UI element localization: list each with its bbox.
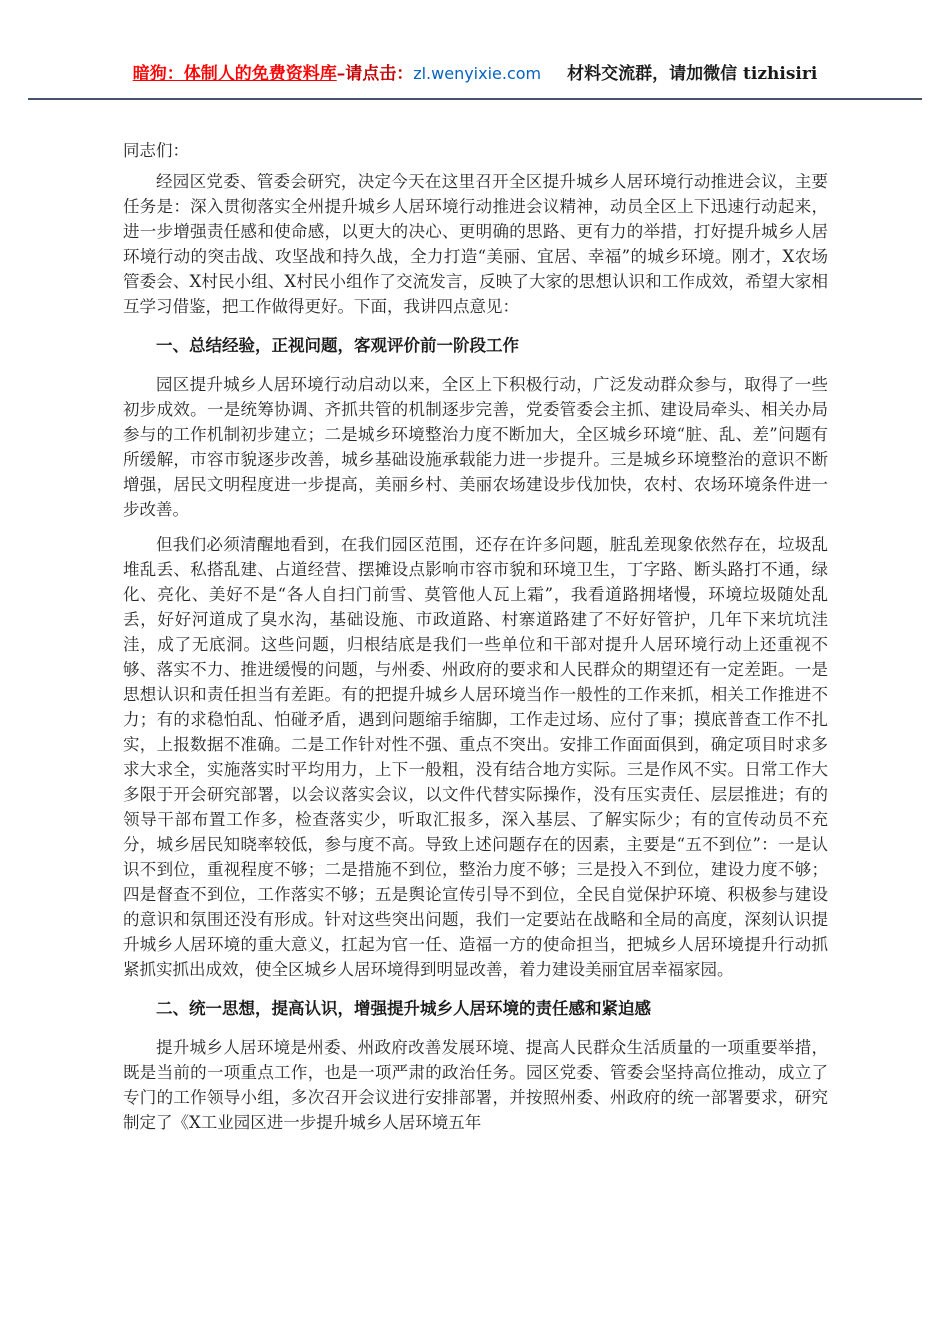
section-heading: 一、总结经验，正视问题，客观评价前一阶段工作 [156, 336, 519, 355]
promo-prefix-text: –请点击： [336, 64, 414, 84]
promo-site-link[interactable]: zl.wenyixie.com [413, 64, 542, 83]
salutation: 同志们： [123, 141, 189, 160]
section-heading: 二、统一思想，提高认识，增强提升城乡人居环境的责任感和紧迫感 [156, 999, 651, 1018]
promo-contact-text: 材料交流群，请加微信 tizhisiri [567, 64, 818, 84]
promo-header [0, 0, 950, 86]
paragraph: 园区提升城乡人居环境行动启动以来，全区上下积极行动，广泛发动群众参与，取得了一些初步成效。一是统筹协调、齐抓共管的机制逐步完善，党委管委会主抓、建设局牵头、相关办局参与的工作机制初步建立；二是城乡环境整治力度不断加大，全区城乡环境“脏、乱、差”问题有所缓解，市容市貌逐步改善，城乡基础设施承载能力进一步提升。三是城乡环境整治的意识不断增强，居民文明程度进一步提高，美丽乡村、美丽农场建设步伐加快，农村、农场环境条件进一步改善。 [123, 375, 828, 519]
paragraph: 经园区党委、管委会研究，决定今天在这里召开全区提升城乡人居环境行动推进会议，主要任务是：深入贯彻落实全州提升城乡人居环境行动推进会议精神，动员全区上下迅速行动起来，进一步增强责任感和使命感，以更大的决心、更明确的思路、更有力的举措，打好提升城乡人居环境行动的突击战、攻坚战和持久战，全力打造“美丽、宜居、幸福”的城乡环境。刚才，X农场管委会、X村民小组、X村民小组作了交流发言，反映了大家的思想认识和工作成效，希望大家相互学习借鉴，把工作做得更好。下面，我讲四点意见： [123, 172, 828, 316]
promo-brand-text: 暗狗：体制人的免费资料库 [132, 64, 337, 84]
paragraph: 但我们必须清醒地看到，在我们园区范围，还存在许多问题，脏乱差现象依然存在，垃圾乱堆乱丢、私搭乱建、占道经营、摆摊设点影响市容市貌和环境卫生，丁字路、断头路打不通，绿化、亮化、美好不是“各人自扫门前雪、莫管他人瓦上霜”，我看道路拥堵慢，环境垃圾随处乱丢，好好河道成了臭水沟，基础设施、市政道路、村寨道路建了不好好管护，几年下来坑坑洼洼，成了无底洞。这些问题，归根结底是我们一些单位和干部对提升人居环境行动上还重视不够、落实不力、推进缓慢的问题，与州委、州政府的要求和人民群众的期望还有一定差距。一是思想认识和责任担当有差距。有的把提升城乡人居环境当作一般性的工作来抓，相关工作推进不力；有的求稳怕乱、怕碰矛盾，遇到问题缩手缩脚，工作走过场、应付了事；摸底普查工作不扎实，上报数据不准确。二是工作针对性不强、重点不突出。安排工作面面俱到，确定项目时求多求大求全，实施落实时平均用力，上下一般粗，没有结合地方实际。三是作风不实。日常工作大多限于开会研究部署，以会议落实会议，以文件代替实际操作，没有压实责任、层层推进；有的领导干部布置工作多，检查落实少，听取汇报多，深入基层、了解实际少；有的宣传动员不充分，城乡居民知晓率较低，参与度不高。导致上述问题存在的因素，主要是“五不到位”：一是认识不到位，重视程度不够；二是措施不到位，整治力度不够；三是投入不到位，建设力度不够；四是督查不到位，工作落实不够；五是舆论宣传引导不到位，全民自觉保护环境、积极参与建设的意识和氛围还没有形成。针对这些突出问题，我们一定要站在战略和全局的高度，深刻认识提升城乡人居环境的重大意义，扛起为官一任、造福一方的使命担当，把城乡人居环境提升行动抓紧抓实抓出成效，使全区城乡人居环境得到明显改善，着力建设美丽宜居幸福家园。 [123, 535, 828, 979]
paragraph: 提升城乡人居环境是州委、州政府改善发展环境、提高人民群众生活质量的一项重要举措，既是当前的一项重点工作，也是一项严肃的政治任务。园区党委、管委会坚持高位推动，成立了专门的工作领导小组，多次召开会议进行安排部署，并按照州委、州政府的统一部署要求，研究制定了《X工业园区进一步提升城乡人居环境五年 [123, 1038, 828, 1132]
document-body [0, 100, 950, 1205]
